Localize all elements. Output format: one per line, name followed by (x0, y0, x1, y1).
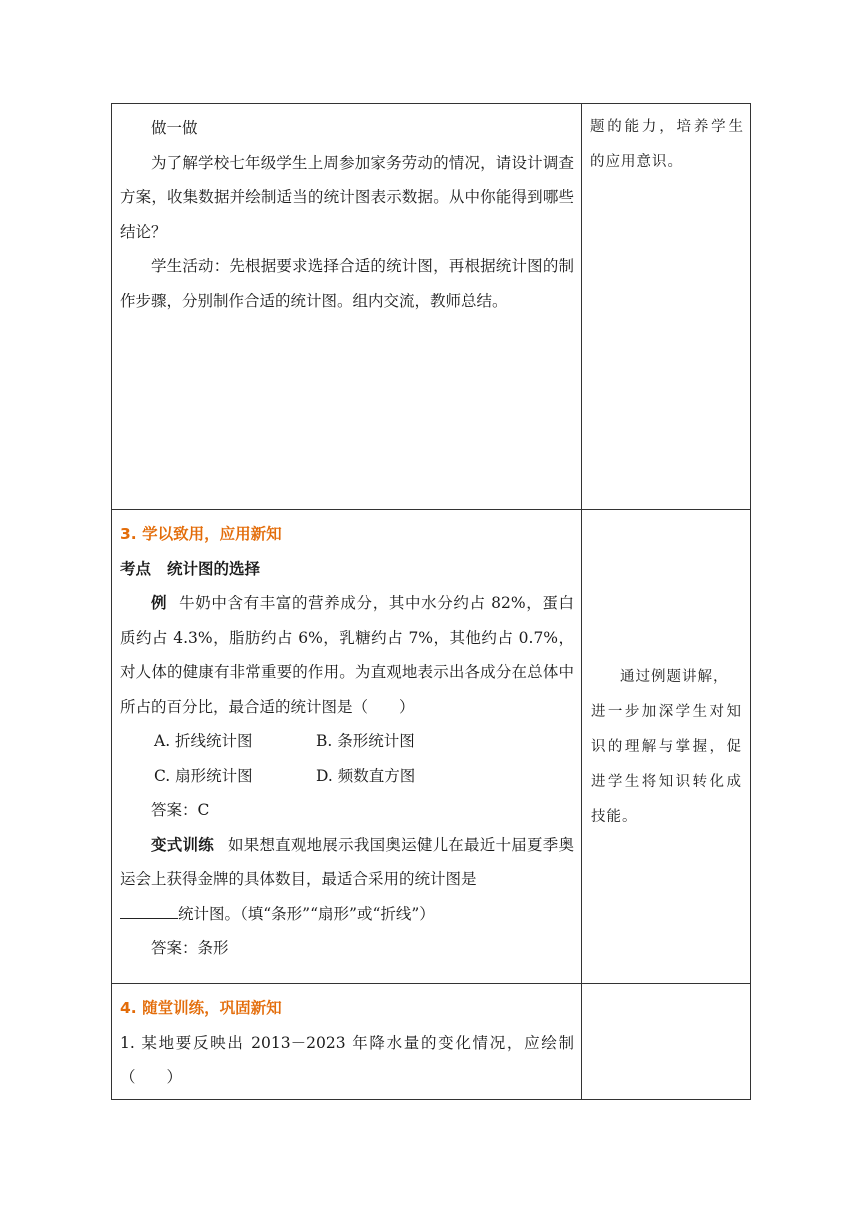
example-label: 例 (151, 594, 168, 612)
variant-label: 变式训练 (151, 835, 214, 854)
option-b: B. 条形统计图 (316, 732, 415, 750)
section-heading: 4. 随堂训练，巩固新知 (120, 999, 282, 1017)
intent-cell (582, 510, 751, 984)
activity-cell (112, 510, 582, 984)
intent-cell (582, 104, 751, 510)
activity-paragraph: 学生活动：先根据要求选择合适的统计图，再根据统计图的制作步骤，分别制作合适的统计图。组内交流，教师总结。 (120, 257, 574, 310)
activity-title: 做一做 (151, 119, 198, 137)
section-heading: 3. 学以致用，应用新知 (120, 525, 282, 543)
fill-blank (120, 904, 178, 919)
table-row (112, 984, 751, 1100)
option-row (120, 724, 574, 759)
activity-cell (112, 104, 582, 510)
lesson-plan-table (111, 103, 751, 1100)
answer-text: 答案：C (151, 801, 210, 819)
example-text: 牛奶中含有丰富的营养成分，其中水分约占 82%，蛋白质约占 4.3%，脂肪约占 6%，乳糖约占 7%，其他约占 0.7%，对人体的健康有非常重要的作用。为直观地表示出各成分在总体中所占的百分比，最合适的统计图是（ ） (120, 594, 574, 716)
option-row (120, 759, 574, 794)
kaodian-text: 统计图的选择 (167, 559, 261, 578)
option-a: A. 折线统计图 (154, 732, 253, 750)
table-row (112, 104, 751, 510)
option-c: C. 扇形统计图 (154, 766, 253, 785)
intent-cell (582, 984, 751, 1100)
variant-tail: 统计图。（填“条形”“扇形”或“折线”） (178, 904, 435, 923)
activity-paragraph: 为了解学校七年级学生上周参加家务劳动的情况，请设计调查方案，收集数据并绘制适当的统计图表示数据。从中你能得到哪些结论？ (120, 153, 574, 241)
intent-text: 进一步加深学生对知识的理解与掌握，促进学生将知识转化成技能。 (591, 704, 742, 825)
kaodian-label: 考点 (120, 559, 152, 578)
option-d: D. 频数直方图 (316, 766, 416, 785)
intent-text: 题的能力，培养学生的应用意识。 (590, 119, 744, 170)
activity-cell (112, 984, 582, 1100)
intent-text: 通过例题讲解， (620, 669, 729, 685)
table-row (112, 510, 751, 984)
variant-text: 如果想直观地展示我国奥运健儿在最近十届夏季奥运会上获得金牌的具体数目，最适合采用的统计图是 (120, 835, 574, 888)
question-text: 1. 某地要反映出 2013－2023 年降水量的变化情况，应绘制（ ） (120, 1033, 574, 1086)
answer-text: 答案：条形 (151, 939, 229, 957)
